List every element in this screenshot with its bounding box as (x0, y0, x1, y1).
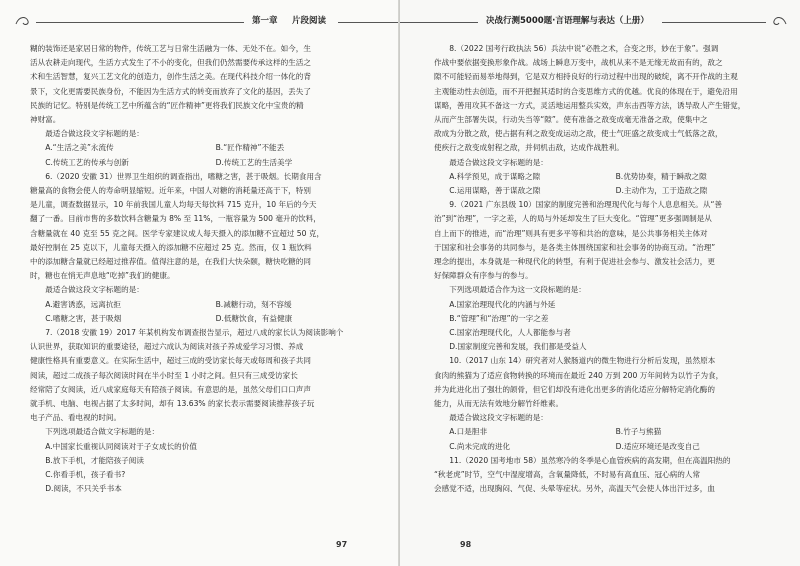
text-line: 能力，从而无法有效地分解竹纤维素。 (434, 399, 564, 409)
text-line: 术和生活智慧，复兴工艺文化的创造力，创作生活之美。在现代科技介绍一体化的背 (30, 72, 311, 82)
question-11 (434, 454, 774, 497)
option-a[interactable]: A.“生活之美”永流传 (45, 143, 114, 153)
option-a[interactable]: A.口是胆非 (449, 427, 488, 437)
section-label: 片段阅读 (292, 16, 327, 26)
option-c[interactable]: C.国家治理现代化，人人都能参与者 (449, 328, 571, 338)
option-c[interactable]: C.运用谋略，善于谋敌之隙 (449, 186, 541, 196)
text-line: 阅读，超过二成孩子每次阅读时间在半小时至 1 小时之间。但只有三成受访家长 (30, 370, 298, 380)
text-line: 10.（2017 山东 14）研究者对人猴肠道内的微生物进行分析后发现，虽然原本 (449, 356, 716, 366)
option-d[interactable]: D.阅读，不只关乎书本 (45, 484, 122, 494)
text-line: 含糖量就在 40 克至 55 克之间。医学专家建议成人每天摄入的添加糖不宜超过 50 克， (30, 228, 325, 238)
text-line: 翻了一番。目前市售的多数饮料含糖量为 8% 至 11%，一瓶容量为 500 毫升的饮料， (30, 214, 321, 224)
text-line: 8.（2022 国考行政执法 56）兵法中说“必胜之术，合变之形，妙在于象”。强调 (449, 44, 719, 53)
text-line: 糖量高的食物会使人的寿命明显缩短。近年来，中国人对糖的消耗量还高于下，特别 (30, 186, 311, 196)
text-line: 是儿童，调查数据显示，10 年前我国儿童人均每天每饮料 715 克升，10 年后的今天 (30, 200, 317, 210)
question-5 (30, 127, 378, 170)
question-prompt: 最适合做这段文字标题的是： (449, 157, 548, 167)
option-a[interactable]: A.避害诱惑，远离抗拒 (45, 299, 122, 309)
text-line: 糊的装饰还是家居日常的物件，传统工艺与日常生活融为一体、无处不在。如今，生 (30, 44, 311, 53)
text-line: 6.（2020 安徽 31）世界卫生组织的调查指出，嗜糖之害，甚于吸烟。长期食用含 (45, 171, 322, 181)
text-line: 主观能动性去创造，而不开把握其适时的合变思维方式的优越。优良的体现在于，避免沿用 (434, 86, 738, 96)
text-line: 最好控制在 25 克以下，儿童每天摄入的添加糖不应超过 25 克。然而，仅 1 瓶饮料 (30, 242, 312, 252)
option-d[interactable]: D.传统工艺的生活美学 (215, 157, 293, 167)
option-b[interactable]: B.减糖行动，刻不容缓 (215, 299, 292, 309)
option-c[interactable]: C.传统工艺的传承与创新 (45, 157, 129, 167)
text-line: 活从农耕走向现代，生活方式发生了不小的变化，但我们仍然需要传承这样的生活之 (30, 58, 311, 68)
left-page-header (0, 12, 400, 32)
question-7 (30, 326, 378, 496)
right-page-header (400, 12, 800, 32)
text-line: 9.（2021 广东县级 10）国家的制度完善和治理现代化与每个人息息相关。从“善 (449, 200, 722, 210)
text-line: 谋略，善用攻其不备这一方式，灵活地运用整兵实效，声东击西等方法，诱导敌人产生错觉， (434, 100, 746, 110)
option-b[interactable]: B.“匠作精神”不能丢 (215, 143, 285, 153)
page-number-right: 98 (460, 540, 472, 549)
option-b[interactable]: B.“管理”和“治理”的一字之差 (449, 313, 549, 323)
text-line: 并为此进化出了强壮的颌骨，但它们却没有进化出更多的消化适应分解特定消化酶的 (434, 384, 715, 394)
chapter-label: 第一章 (252, 16, 278, 26)
question-10 (434, 354, 774, 453)
options (449, 298, 774, 355)
text-line: 神财富。 (30, 115, 61, 125)
text-line: 理念的提出，本身就是一种现代化的转型，有利于促进社会参与、激发社会活力，更 (434, 257, 715, 267)
options (449, 425, 774, 453)
text-line: 使疾行之敌变成射程之敌，并伺机击敌，达成作战胜利。 (434, 143, 624, 153)
text-line: 好保障群众有序参与的参与。 (434, 271, 533, 281)
intro-passage (30, 42, 378, 127)
right-page-content (434, 42, 774, 497)
text-line: 就手机、电脑、电视占据了太多时间，却有 13.63% 的家长表示需要阅读推荐孩子玩 (30, 399, 315, 409)
left-page-content (30, 42, 378, 497)
options (45, 440, 378, 497)
page-number-left: 97 (336, 540, 348, 549)
option-d[interactable]: D.主动作为，工于造敌之隙 (615, 186, 708, 196)
option-d[interactable]: D.低糖饮食，有益健康 (215, 313, 293, 323)
text-line: 民族的记忆。特别是传统工艺中所蕴含的“匠作精神”更将我们民族文化中宝贵的精 (30, 100, 304, 110)
options (45, 298, 378, 326)
flourish-icon (14, 12, 32, 30)
text-line: 电子产品、看电视的时间。 (30, 413, 122, 423)
text-line: 隙不可能轻而易举地得到，它是双方相持良好的行动过程中出现的破绽，离不开作战的主观 (434, 72, 738, 82)
text-line: 自上而下的推进，而“治理”则具有更多平等和共治的意味，是公共事务相关主体对 (434, 228, 708, 238)
option-b[interactable]: B.优势协奏，精于瞬敌之隙 (615, 171, 707, 181)
text-line: 中的添加糖含量就已经超过推荐值。值得注意的是，在我们大快朵颐，糖快吃糖的同 (30, 257, 311, 267)
text-line: 食肉的熊猫为了适应食物转换的环境而在最近 240 万到 200 万年间转为以竹子为食， (434, 370, 724, 380)
option-a[interactable]: A.国家治理现代化的内涵与外延 (449, 299, 556, 309)
text-line: 治”到“治理”，一字之差，人的局与外延却发生了巨大变化。“管理”更多强调制是从 (434, 214, 712, 224)
question-prompt: 下列选项最适合作为这一文段标题的是： (449, 285, 586, 295)
question-8 (434, 42, 774, 198)
text-line: 时，糖也在悄无声息地“吃掉”我们的健康。 (30, 271, 175, 281)
question-9 (434, 198, 774, 354)
text-line: 11.（2020 国考地市 58）虽然寒冷的冬季是心血管疾病的高发期，但在高温阳热的 (449, 455, 731, 465)
option-c[interactable]: C.嗜糖之害，甚于吸烟 (45, 313, 122, 323)
option-c[interactable]: C.尚未完成的进化 (449, 441, 511, 451)
flourish-icon (770, 12, 788, 30)
text-line: 作战中要依据变换形象作战。战场上瞬息万变中，战机从来不是无缘无故而有的，敌之 (434, 58, 723, 68)
text-line: 于国家和社会事务的共同参与，是各类主体围绕国家和社会事务的协商互动。“治理” (434, 242, 716, 252)
right-page (400, 0, 800, 566)
text-line: 7.（2018 安徽 19）2017 年某机构发布调查报告显示，超过八成的家长认为阅读影响个 (45, 328, 344, 338)
option-a[interactable]: A.科学预见，成于谋略之隙 (449, 171, 541, 181)
question-prompt: 最适合做这段文字标题的是： (45, 285, 144, 295)
book-title: 决战行测5000题·言语理解与表达（上册） (486, 16, 649, 26)
text-line: 景下，文化更需要民族身份，不能因为生活方式的转变而放弃了文化的基因，丢失了 (30, 86, 311, 96)
question-6 (30, 170, 378, 326)
option-d[interactable]: D.适应环境还是改变自己 (615, 441, 700, 451)
text-line: 从而产生部署失误，行动失当等“隙”。使有准备之敌变成毫无准备之敌，使集中之 (434, 115, 708, 125)
option-b[interactable]: B.竹子与熊猫 (615, 427, 662, 437)
text-line: “秋老虎”时节，空气中湿度增高，含氧量降低，不时易有高血压、冠心病的人常 (434, 470, 701, 480)
option-d[interactable]: D.国家制度完善和发展，我们都是受益人 (449, 342, 587, 352)
question-prompt: 最适合做这段文字标题的是： (449, 413, 548, 423)
option-a[interactable]: A.中国家长重视认同阅读对于子女成长的价值 (45, 441, 197, 451)
options (45, 141, 378, 169)
text-line: 认识世界，获取知识的重要途径，超过六成认为阅读对孩子养成爱学习习惯、养成 (30, 342, 304, 352)
text-line: 会感觉不适，出现胸闷、气促、头晕等症状。另外，高温天气会使人体出汗过多，血 (434, 484, 715, 494)
question-prompt: 最适合做这段文字标题的是： (45, 129, 144, 139)
option-c[interactable]: C.你看手机，孩子看书? (45, 470, 126, 480)
text-line: 经常陪了女阅读，近八成家庭每天有陪孩子阅读。有意思的是，虽然父母们口口声声 (30, 384, 311, 394)
question-prompt: 下列选项最适合做文字标题的是： (45, 427, 160, 437)
option-b[interactable]: B.放下手机，才能陪孩子阅读 (45, 455, 144, 465)
text-line: 健康性格具有重要意义。在实际生活中，超过三成的受访家长每天或每周和孩子共同 (30, 356, 311, 366)
text-line: 敌成为分散之敌，使占据有利之敌变成运动之敌，使士气旺盛之敌变成士气低落之敌， (434, 129, 723, 139)
options (449, 170, 774, 198)
